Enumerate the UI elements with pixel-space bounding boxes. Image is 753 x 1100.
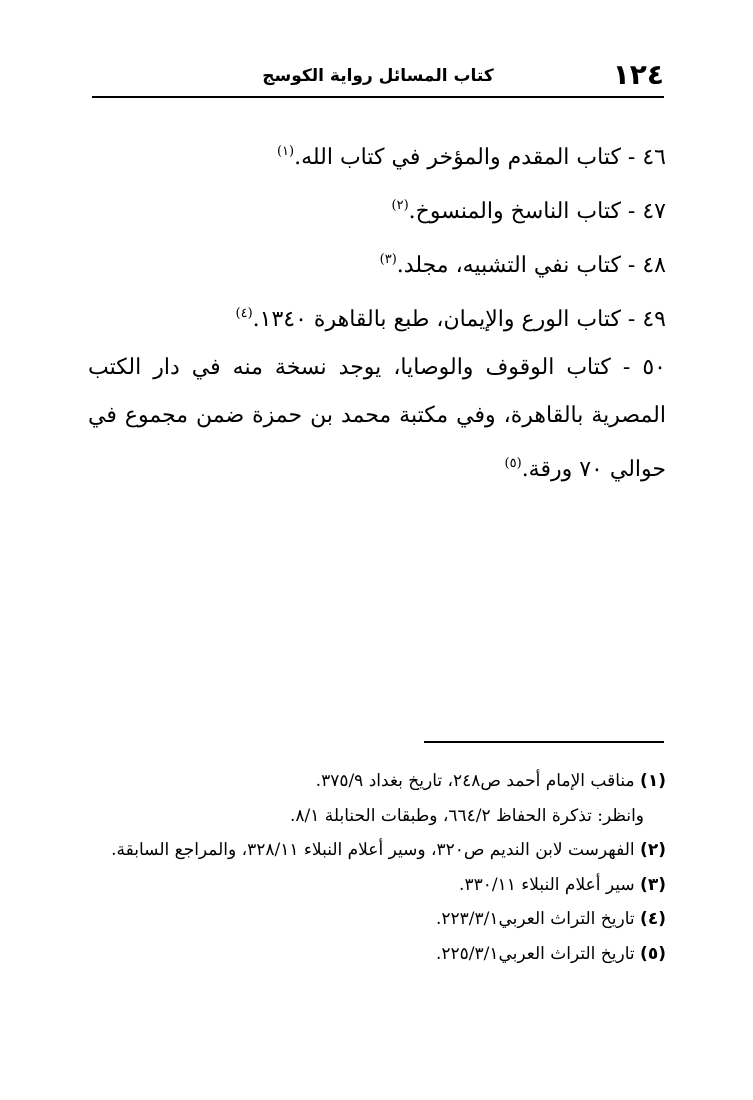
footnote-text: الفهرست لابن النديم ص٣٢٠، وسير أعلام النبلاء ٣٢٨/١١، والمراجع السابقة.	[111, 840, 635, 860]
footnote-text: سير أعلام النبلاء ٣٣٠/١١.	[459, 874, 635, 895]
entry-text: ٤٧ - كتاب الناسخ والمنسوخ.	[408, 199, 666, 224]
entry-text: ٤٨ - كتاب نفي التشبيه، مجلد.	[396, 253, 666, 278]
book-list	[88, 128, 666, 494]
footnote-continuation	[90, 799, 666, 834]
page-number: ١٢٤	[612, 58, 664, 91]
page-header	[92, 56, 664, 98]
footnote-number: (٤)	[640, 909, 666, 929]
list-item	[88, 128, 666, 182]
footnote-ref: (٢)	[391, 198, 409, 213]
footnote	[90, 764, 666, 799]
footnote-text: تاريخ التراث العربي٢٢٥/٣/١.	[435, 943, 635, 964]
footnote-text: وانظر: تذكرة الحفاظ ٦٦٤/٢، وطبقات الحنابلة ٨/١.	[289, 805, 644, 826]
entry-text: ٤٦ - كتاب المقدم والمؤخر في كتاب الله.	[294, 145, 666, 170]
footnote-number: (٣)	[640, 874, 666, 895]
footnote	[90, 868, 666, 903]
list-item	[88, 290, 666, 344]
footnote-number: (١)	[640, 771, 666, 791]
footnote	[90, 833, 666, 868]
entry-text: ٤٩ - كتاب الورع والإيمان، طبع بالقاهرة ١٣٤٠.	[252, 307, 666, 332]
list-item	[88, 344, 666, 494]
running-title: كتاب المسائل رواية الكوسج	[262, 66, 494, 86]
footnote-ref: (٥)	[504, 456, 522, 471]
footnote-text: تاريخ التراث العربي٢٢٣/٣/١.	[435, 909, 635, 929]
footnote	[90, 937, 666, 972]
list-item	[88, 182, 666, 236]
footnotes	[90, 764, 666, 971]
footnote-number: (٥)	[640, 943, 666, 964]
footnote-ref: (٣)	[379, 252, 397, 267]
footnote-number: (٢)	[640, 840, 666, 860]
list-item	[88, 236, 666, 290]
footnote-ref: (٤)	[235, 306, 253, 321]
entry-text: ٥٠ - كتاب الوقوف والوصايا، يوجد نسخة منه في دار الكتب المصرية بالقاهرة، وفي مكتبة محمد بن حمزة ضمن مجموع في حوالي ٧٠ ورقة.	[88, 355, 666, 482]
footnote-ref: (١)	[276, 144, 295, 159]
footnote	[90, 902, 666, 937]
footnote-separator	[424, 741, 664, 743]
footnote-text: مناقب الإمام أحمد ص٢٤٨، تاريخ بغداد ٣٧٥/٩.	[315, 771, 635, 791]
